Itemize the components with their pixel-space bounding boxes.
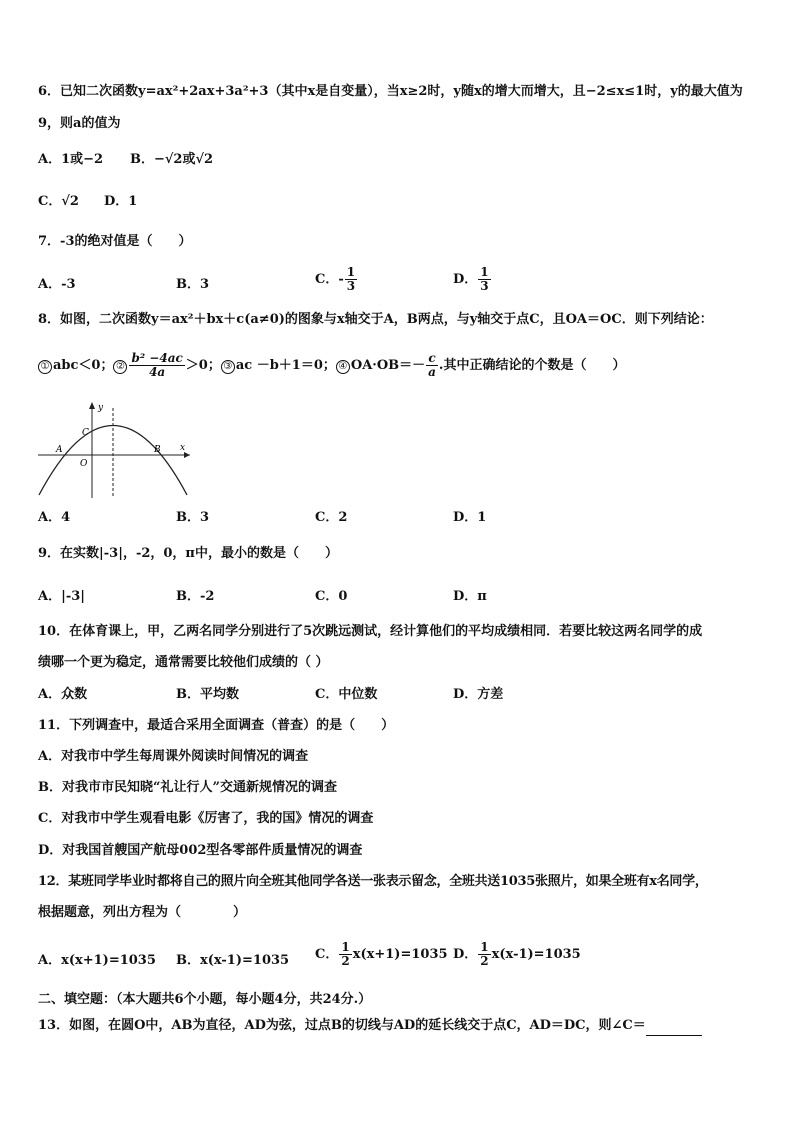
- fraction-numerator: 1: [480, 265, 489, 279]
- q12-option-c: [315, 941, 448, 968]
- q13-stem: [38, 1016, 702, 1036]
- q12-option-c-prefix: C．: [315, 947, 339, 962]
- q11-option-d: D．对我国首艘国产航母002型各零部件质量情况的调查: [38, 843, 363, 858]
- q11-stem: 11．下列调查中，最适合采用全面调查（普查）的是（ ）: [38, 718, 395, 733]
- q8-option-d: D．1: [453, 510, 487, 525]
- q10-stem-line1: 10．在体育课上，甲，乙两名同学分别进行了5次跳远测试，经计算他们的平均成绩相同．若要比较这两名同学的成: [38, 624, 703, 639]
- x-axis-label: x: [180, 443, 186, 453]
- q10-stem-line2: 绩哪一个更为稳定，通常需要比较他们成绩的（ ）: [38, 655, 329, 670]
- q10-option-d: D．方差: [453, 687, 504, 702]
- q8-conclusion-3: ac －b＋1＝0；: [235, 358, 336, 373]
- q12-option-c-tail: x(x+1)=1035: [352, 947, 448, 962]
- fraction-numerator: 1: [341, 940, 350, 954]
- q9-option-d: D．π: [453, 589, 487, 604]
- q7-option-c-prefix: C．-: [315, 272, 344, 287]
- q10-option-b: B．平均数: [176, 687, 239, 702]
- fraction-denominator: a: [428, 365, 436, 379]
- q10-option-c: C．中位数: [315, 687, 378, 702]
- q6-stem-line2: 9，则a的值为: [38, 116, 121, 131]
- fraction-denominator: 2: [341, 954, 350, 968]
- point-c-label: C: [82, 428, 89, 438]
- q8-conclusion-4-tail: .其中正确结论的个数是（ ）: [438, 358, 626, 373]
- q8-conclusion-1-mark: ①: [38, 360, 52, 374]
- point-b-label: B: [154, 445, 161, 455]
- q9-stem: 9．在实数|-3|，-2，0，π中，最小的数是（ ）: [38, 546, 338, 561]
- q13-text: 13．如图，在圆O中，AB为直径，AD为弦，过点B的切线与AD的延长线交于点C，AD＝DC，则∠C＝: [38, 1018, 646, 1033]
- q8-parabola-figure: [34, 398, 194, 500]
- section-2-heading: 二、填空题：（本大题共6个小题，每小题4分，共24分.）: [38, 992, 372, 1007]
- q8-option-b: B．3: [176, 510, 210, 525]
- q8-conclusion-3-mark: ③: [221, 360, 235, 374]
- q6-option-a: A．1或−2: [38, 152, 104, 167]
- q8-conclusion-2-fraction: [129, 352, 184, 379]
- q12-option-b: B．x(x-1)=1035: [176, 953, 290, 968]
- fraction-numerator: b² −4ac: [131, 351, 183, 365]
- q11-option-b: B．对我市市民知晓“礼让行人”交通新规情况的调查: [38, 780, 337, 795]
- fraction-numerator: c: [426, 352, 438, 366]
- q7-option-b: B．3: [176, 277, 210, 292]
- q6-stem-line1: 6．已知二次函数y=ax²+2ax+3a²+3（其中x是自变量），当x≥2时，y随x的增大而增大，且−2≤x≤1时，y的最大值为: [38, 84, 743, 99]
- q6-option-d: D．1: [104, 194, 138, 209]
- q8-conclusion-4-mark: ④: [336, 360, 350, 374]
- q6-option-c: C．√2: [38, 194, 79, 209]
- fraction-numerator: 1: [346, 265, 356, 279]
- q7-option-c: [315, 266, 358, 293]
- q11-option-c: C．对我市中学生观看电影《厉害了，我的国》情况的调查: [38, 811, 374, 826]
- q8-option-c: C．2: [315, 510, 348, 525]
- q9-option-c: C．0: [315, 589, 348, 604]
- origin-label: O: [80, 459, 88, 469]
- q10-option-a: A．众数: [38, 687, 88, 702]
- q12-stem-line1: 12．某班同学毕业时都将自己的照片向全班其他同学各送一张表示留念，全班共送1035张照片，如果全班有x名同学，: [38, 874, 708, 889]
- q8-conclusion-1: abc＜0；: [53, 358, 114, 373]
- q8-conclusion-4-head: OA·OB＝－: [350, 358, 426, 373]
- q7-option-d: [453, 266, 492, 293]
- point-a-label: A: [56, 445, 63, 455]
- fraction-denominator: 4a: [149, 365, 166, 379]
- q8-conclusion-4-fraction: [426, 352, 438, 379]
- q12-option-d: [453, 941, 581, 968]
- q9-option-a: A．|-3|: [38, 589, 85, 604]
- q7-option-a: A．-3: [38, 277, 76, 292]
- q8-option-a: A．4: [38, 510, 71, 525]
- q12-option-d-prefix: D．: [453, 947, 478, 962]
- q12-option-d-fraction: [478, 941, 490, 968]
- q9-option-b: B．-2: [176, 589, 215, 604]
- q8-conclusions: [38, 348, 625, 384]
- fraction-denominator: 3: [346, 279, 356, 293]
- q12-option-a: A．x(x+1)=1035: [38, 953, 156, 968]
- q8-stem: 8．如图，二次函数y＝ax²＋bx＋c(a≠0)的图象与x轴交于A，B两点，与y轴交于点C，且OA＝OC．则下列结论：: [38, 312, 713, 327]
- q8-conclusion-2-mark: ②: [113, 360, 127, 374]
- q6-option-b: B．−√2或√2: [130, 152, 214, 167]
- q8-conclusion-2-tail: ＞0；: [185, 358, 221, 373]
- q7-option-d-fraction: [478, 266, 490, 293]
- q12-stem-line2: 根据题意，列出方程为（ ）: [38, 905, 247, 920]
- q12-option-d-tail: x(x-1)=1035: [491, 947, 581, 962]
- fraction-numerator: 1: [480, 940, 489, 954]
- q7-stem: 7．-3的绝对值是（ ）: [38, 234, 192, 249]
- y-axis-label: y: [98, 403, 104, 413]
- y-axis-arrow: [89, 402, 95, 409]
- q7-option-d-prefix: D．: [453, 272, 478, 287]
- q7-option-c-fraction: [345, 266, 357, 293]
- q11-option-a: A．对我市中学生每周课外阅读时间情况的调查: [38, 749, 309, 764]
- q12-option-c-fraction: [339, 941, 351, 968]
- q13-answer-blank: [646, 1021, 702, 1036]
- fraction-denominator: 2: [480, 954, 489, 968]
- fraction-denominator: 3: [480, 279, 489, 293]
